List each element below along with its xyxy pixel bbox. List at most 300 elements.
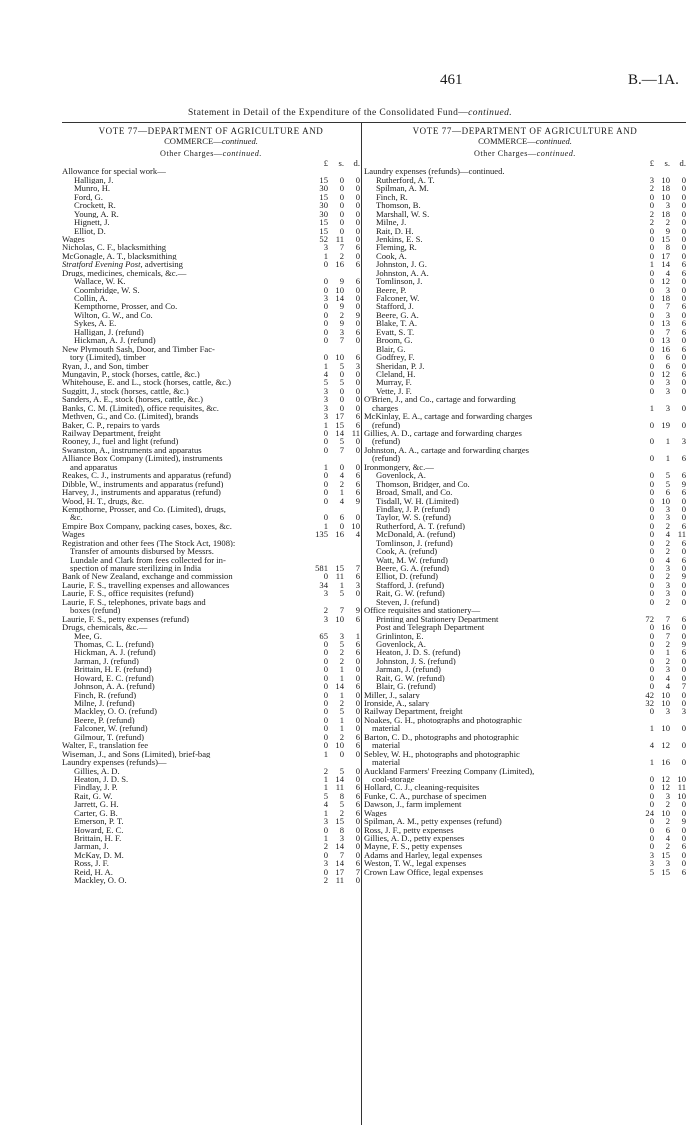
ledger-row — [62, 859, 360, 867]
entry-label: Stafford, J. (refund) — [376, 580, 445, 590]
entry-label: Crockett, R. — [74, 201, 116, 210]
ledger-row — [364, 505, 686, 513]
entry-label: Mackley, O. O. — [74, 876, 127, 885]
amount-pounds: 0 — [649, 225, 654, 236]
ledger-row — [62, 412, 360, 420]
entry-label: Reid, H. A. — [74, 867, 113, 877]
amount-shillings: 1 — [665, 436, 670, 447]
entry-amount — [632, 589, 686, 597]
amount-pounds: 0 — [323, 706, 328, 717]
amount-shillings: 10 — [335, 613, 344, 624]
amount-shillings: 18 — [661, 208, 670, 219]
amount-shillings: 5 — [339, 436, 344, 447]
amount-shillings: 5 — [339, 706, 344, 717]
ledger-row — [364, 193, 686, 201]
entry-label: Mackley, O. O. (refund) — [74, 707, 157, 716]
amount-shillings: 15 — [661, 233, 670, 244]
amount-shillings: 10 — [661, 689, 670, 700]
ledger-row — [62, 809, 360, 817]
entry-label: Beere, G. A. — [376, 310, 419, 320]
entry-amount — [632, 817, 686, 825]
entry-label: charges — [372, 403, 399, 413]
amount-pounds: 0 — [323, 478, 328, 489]
ledger-row — [364, 522, 686, 530]
amount-pounds: 0 — [649, 503, 654, 514]
entry-label: Wages — [62, 234, 85, 244]
amount-shillings: 14 — [335, 681, 344, 692]
ledger-row — [62, 572, 360, 580]
right-title-line1: VOTE 77—DEPARTMENT OF AGRICULTURE AND — [412, 126, 638, 136]
amount-pence: 0 — [681, 360, 686, 371]
entry-amount — [306, 260, 360, 268]
entry-amount — [632, 682, 686, 690]
amount-pounds: 1 — [323, 782, 328, 793]
entry-label: Transfer of amounts disbursed by Messrs. — [70, 547, 214, 556]
amount-shillings: 4 — [665, 672, 670, 683]
amount-pounds: 0 — [649, 191, 654, 202]
ledger-row — [364, 269, 686, 277]
ledger-row — [364, 657, 686, 665]
ledger-row — [62, 741, 360, 749]
ledger-row — [62, 826, 360, 834]
entry-label: Railway Department, freight — [364, 707, 463, 716]
ledger-row — [364, 606, 686, 614]
entry-label: Rutherford, A. T. — [376, 175, 435, 185]
amount-pence: 0 — [681, 385, 686, 396]
entry-amount — [632, 227, 686, 235]
ledger-row — [62, 505, 360, 513]
amount-pence: 0 — [355, 174, 360, 185]
ledger-row — [62, 328, 360, 336]
ledger-row — [62, 598, 360, 606]
amount-pounds: 0 — [649, 276, 654, 287]
amount-shillings: 3 — [665, 664, 670, 675]
entry-amount — [306, 699, 360, 707]
ledger-row — [364, 235, 686, 243]
entry-amount — [306, 488, 360, 496]
entry-label: McDonald, A. (refund) — [376, 530, 456, 539]
amount-pence: 0 — [355, 200, 360, 211]
entry-amount — [632, 640, 686, 648]
entry-amount — [306, 412, 360, 420]
ledger-row — [364, 826, 686, 834]
amount-pounds: 0 — [323, 740, 328, 751]
amount-pence: 6 — [681, 267, 686, 278]
amount-shillings: 12 — [661, 773, 670, 784]
amount-shillings: 2 — [665, 546, 670, 557]
amount-shillings: 3 — [665, 588, 670, 599]
amount-pence: 0 — [681, 546, 686, 557]
entry-label: Banks, C. M. (Limited), office requisites, &c. — [62, 403, 219, 413]
amount-shillings: 15 — [335, 816, 344, 827]
entry-label: Walter, F., translation fee — [62, 741, 149, 750]
amount-pounds: 0 — [649, 773, 654, 784]
amount-pounds: 0 — [649, 301, 654, 312]
entry-label: material — [372, 724, 401, 733]
entry-label: Carter, G. B. — [74, 808, 118, 818]
amount-pounds: 0 — [323, 731, 328, 742]
amount-pence: 6 — [681, 318, 686, 329]
left-title2: COMMERCE— — [164, 136, 222, 146]
left-column — [62, 126, 360, 885]
ledger-row — [364, 294, 686, 302]
entry-amount — [306, 277, 360, 285]
amount-shillings: 12 — [661, 368, 670, 379]
ledger-row — [364, 210, 686, 218]
entry-label: (refund) — [372, 437, 401, 446]
ledger-row — [364, 539, 686, 547]
entry-label: Wiseman, J., and Sons (Limited), brief-bag — [62, 749, 211, 759]
entry-amount — [306, 767, 360, 775]
entry-amount — [306, 227, 360, 235]
amount-shillings: 5 — [665, 470, 670, 481]
amount-pounds: 0 — [323, 495, 328, 506]
entry-label: Laundry expenses (refunds)— — [62, 758, 167, 767]
amount-pence: 3 — [355, 360, 360, 371]
entry-amount — [632, 826, 686, 834]
entry-label: Findlay, J. P. (refund) — [376, 504, 450, 514]
amount-shillings: 2 — [339, 647, 344, 658]
ledger-row — [364, 167, 686, 175]
entry-label: Ross, J. F., petty expenses — [364, 825, 454, 835]
entry-label: boxes (refund) — [70, 606, 121, 615]
amount-pounds: 3 — [323, 385, 328, 396]
amount-shillings: 3 — [665, 563, 670, 573]
ledger-row — [364, 632, 686, 640]
amount-pence: 9 — [355, 309, 360, 320]
ledger-row — [364, 682, 686, 690]
ledger-row — [62, 724, 360, 732]
amount-pence: 0 — [355, 824, 360, 835]
ledger-row — [364, 260, 686, 268]
left-lsd-header — [62, 159, 360, 167]
amount-pounds: 0 — [323, 698, 328, 708]
entry-amount — [306, 572, 360, 580]
amount-pence: 0 — [681, 233, 686, 244]
entry-label: Johnson, A. A. (refund) — [74, 682, 155, 691]
amount-shillings: 7 — [339, 242, 344, 253]
left-title2-cont: continued. — [221, 136, 258, 146]
amount-shillings: 1 — [339, 487, 344, 498]
amount-pounds: 0 — [649, 419, 654, 430]
entry-amount — [632, 868, 686, 876]
amount-pence: 0 — [681, 579, 686, 590]
entry-amount — [306, 606, 360, 614]
ledger-row — [62, 201, 360, 209]
amount-shillings: 8 — [339, 790, 344, 801]
amount-shillings: 9 — [339, 301, 344, 312]
entry-amount — [632, 302, 686, 310]
entry-label: Taylor, W. S. (refund) — [376, 513, 451, 522]
amount-pounds: 0 — [649, 833, 654, 843]
amount-pounds: 0 — [323, 326, 328, 337]
amount-shillings: 5 — [339, 377, 344, 388]
amount-pounds: 30 — [319, 183, 328, 194]
amount-pounds: 0 — [649, 309, 654, 320]
entry-label: Lundale and Clark from fees collected for in- — [70, 555, 226, 565]
ledger-row — [62, 480, 360, 488]
amount-pence: 0 — [355, 233, 360, 244]
amount-shillings: 2 — [339, 309, 344, 320]
amount-pence: 0 — [681, 740, 686, 751]
amount-shillings: 3 — [665, 858, 670, 869]
entry-amount — [632, 539, 686, 547]
amount-shillings: 3 — [665, 402, 670, 413]
entry-label: Kempthorne, Prosser, and Co. (Limited), drugs, — [62, 504, 226, 514]
amount-pence: 6 — [355, 638, 360, 649]
amount-pence: 6 — [355, 487, 360, 498]
entry-label: Drugs, chemicals, &c.— — [62, 623, 148, 632]
amount-pence: 1 — [355, 630, 360, 641]
entry-label: Noakes, G. H., photographs and photographic — [364, 715, 522, 725]
ledger-row — [62, 176, 360, 184]
entry-amount — [306, 716, 360, 724]
entry-amount — [306, 707, 360, 715]
amount-pounds: 0 — [649, 453, 654, 464]
entry-label: (refund) — [372, 420, 401, 430]
entry-amount — [632, 328, 686, 336]
entry-amount — [306, 201, 360, 209]
amount-pence: 9 — [681, 478, 686, 489]
amount-shillings: 0 — [339, 402, 344, 413]
amount-pence: 6 — [681, 841, 686, 852]
entry-label: Spilman, A. M. — [376, 184, 429, 193]
entry-amount — [632, 235, 686, 243]
pounds-header: £ — [649, 158, 654, 168]
entry-label: Milne, J. — [376, 218, 407, 227]
ledger-row — [62, 463, 360, 471]
amount-shillings: 2 — [339, 655, 344, 666]
ledger-row — [364, 252, 686, 260]
amount-shillings: 6 — [665, 352, 670, 363]
ledger-row — [364, 598, 686, 606]
entry-label: Howard, E. C. — [74, 825, 124, 835]
ledger-row — [62, 302, 360, 310]
amount-shillings: 7 — [339, 849, 344, 860]
ledger-row — [364, 218, 686, 226]
amount-shillings: 1 — [339, 664, 344, 675]
entry-amount — [306, 657, 360, 665]
entry-label: (refund) — [372, 454, 401, 463]
amount-shillings: 8 — [665, 242, 670, 253]
ledger-row — [62, 395, 360, 403]
ledger-row — [62, 446, 360, 454]
amount-pounds: 0 — [649, 782, 654, 793]
amount-pounds: 4 — [323, 368, 328, 379]
amount-pence: 10 — [351, 520, 360, 531]
amount-pounds: 3 — [649, 849, 654, 860]
amount-pence: 0 — [355, 765, 360, 776]
amount-pounds: 0 — [649, 335, 654, 346]
amount-shillings: 9 — [339, 276, 344, 287]
amount-shillings: 2 — [339, 250, 344, 261]
amount-pounds: 1 — [649, 723, 654, 734]
entry-label: Jenkins, E. S. — [376, 234, 423, 244]
ledger-row — [364, 623, 686, 631]
entry-amount — [306, 252, 360, 260]
entry-amount — [632, 210, 686, 218]
amount-shillings: 5 — [339, 638, 344, 649]
entry-amount — [632, 378, 686, 386]
amount-pounds: 3 — [323, 816, 328, 827]
amount-pounds: 0 — [323, 571, 328, 582]
entry-label: Alliance Box Company (Limited), instruments — [62, 454, 223, 463]
entry-label: Finch, R. — [376, 192, 408, 202]
entry-amount — [306, 302, 360, 310]
amount-shillings: 2 — [665, 596, 670, 607]
right-subtitle-text: Other Charges— — [474, 149, 537, 158]
entry-label: Auckland Farmers' Freezing Company (Limited), — [364, 766, 535, 775]
amount-pence: 6 — [355, 740, 360, 751]
amount-pounds: 1 — [649, 402, 654, 413]
ledger-row — [364, 395, 686, 403]
entry-label: Jarman, J. (refund) — [74, 656, 139, 666]
ledger-row — [62, 260, 360, 268]
entry-amount — [632, 842, 686, 850]
ledger-row — [364, 311, 686, 319]
ledger-row — [364, 353, 686, 361]
entry-amount — [632, 454, 686, 462]
entry-amount — [306, 319, 360, 327]
entry-amount — [632, 615, 686, 623]
amount-pounds: 0 — [649, 655, 654, 666]
entry-label: Allowance for special work— — [62, 167, 166, 176]
amount-pounds: 0 — [649, 352, 654, 363]
ledger-row — [62, 513, 360, 521]
amount-pounds: 0 — [649, 664, 654, 675]
amount-pence: 0 — [681, 799, 686, 810]
amount-pounds: 5 — [649, 866, 654, 877]
ledger-row — [364, 328, 686, 336]
amount-shillings: 8 — [339, 824, 344, 835]
amount-pounds: 0 — [323, 487, 328, 498]
entry-amount — [306, 750, 360, 758]
entry-label: Govenlock, A. — [376, 639, 426, 649]
entry-label: Cook, A. — [376, 251, 407, 261]
ledger-row — [62, 581, 360, 589]
amount-pounds: 0 — [649, 816, 654, 827]
entry-amount — [306, 851, 360, 859]
amount-pounds: 0 — [323, 284, 328, 295]
entry-label: Rooney, J., fuel and light (refund) — [62, 437, 179, 446]
entry-label: Rait, G. W. (refund) — [376, 589, 445, 598]
entry-amount — [306, 741, 360, 749]
amount-pence: 0 — [681, 807, 686, 818]
entry-amount — [632, 286, 686, 294]
ledger-row — [364, 775, 686, 783]
amount-pence: 6 — [681, 368, 686, 379]
amount-pounds: 1 — [323, 360, 328, 371]
entry-amount — [306, 336, 360, 344]
entry-amount — [632, 497, 686, 505]
amount-pounds: 0 — [323, 512, 328, 523]
amount-pence: 6 — [355, 242, 360, 253]
amount-pence: 0 — [681, 225, 686, 236]
amount-pence: 3 — [681, 706, 686, 717]
amount-shillings: 5 — [665, 478, 670, 489]
entry-label: Beere, P. — [376, 285, 407, 295]
entry-amount — [306, 648, 360, 656]
entry-amount — [306, 218, 360, 226]
entry-label: Mungavin, P., stock (horses, cattle, &c.) — [62, 369, 200, 379]
entry-label: Ryan, J., and Son, timber — [62, 361, 149, 370]
amount-pounds: 0 — [323, 444, 328, 455]
ledger-row — [364, 227, 686, 235]
amount-shillings: 11 — [335, 875, 344, 886]
amount-pounds: 0 — [649, 647, 654, 658]
ledger-row — [364, 530, 686, 538]
amount-pence: 0 — [681, 250, 686, 261]
entry-label: Govenlock, A. — [376, 471, 426, 480]
amount-shillings: 0 — [339, 520, 344, 531]
entry-amount — [306, 724, 360, 732]
ledger-row — [62, 193, 360, 201]
entry-label: Wallace, W. K. — [74, 277, 126, 286]
entry-label: Jarrett, G. H. — [74, 800, 119, 809]
amount-pounds: 0 — [649, 579, 654, 590]
amount-pounds: 0 — [649, 681, 654, 692]
amount-pence: 0 — [355, 183, 360, 194]
ledger-row — [364, 640, 686, 648]
amount-shillings: 4 — [665, 267, 670, 278]
amount-shillings: 11 — [335, 571, 344, 582]
entry-amount — [306, 640, 360, 648]
entry-label: Bank of New Zealand, exchange and commission — [62, 572, 233, 581]
right-title-line2 — [364, 136, 686, 146]
ledger-row — [62, 437, 360, 445]
right-subtitle-cont: continued. — [536, 149, 576, 158]
entry-label: Broad, Small, and Co. — [376, 488, 453, 497]
entry-label: Howard, E. C. (refund) — [74, 673, 154, 683]
ledger-row — [364, 564, 686, 572]
amount-shillings: 11 — [335, 233, 344, 244]
entry-amount — [632, 437, 686, 445]
amount-pence: 6 — [681, 537, 686, 548]
ledger-row — [364, 809, 686, 817]
amount-pounds: 0 — [323, 723, 328, 734]
ledger-row — [62, 842, 360, 850]
entry-label: Halligan, J. — [74, 175, 114, 185]
ledger-row — [364, 859, 686, 867]
entry-amount — [632, 184, 686, 192]
amount-pence: 3 — [681, 436, 686, 447]
entry-amount — [632, 370, 686, 378]
ledger-row — [364, 741, 686, 749]
entry-label: Blair, G. (refund) — [376, 682, 436, 691]
entry-label: tory (Limited), timber — [70, 353, 146, 362]
entry-amount — [632, 201, 686, 209]
amount-pence: 6 — [355, 352, 360, 363]
amount-pounds: 1 — [323, 833, 328, 843]
amount-pounds: 15 — [319, 174, 328, 185]
ledger-row — [364, 345, 686, 353]
amount-pounds: 1 — [323, 419, 328, 430]
amount-shillings: 10 — [661, 191, 670, 202]
entry-amount — [632, 834, 686, 842]
ledger-row — [364, 556, 686, 564]
entry-amount — [632, 218, 686, 226]
amount-pounds: 0 — [649, 368, 654, 379]
entry-label: &c. — [70, 513, 83, 522]
ledger-row — [62, 319, 360, 327]
entry-label: Hollard, C. J., cleaning-requisites — [364, 783, 480, 792]
entry-label: Sanders, A. E., stock (horses, cattle, &c.) — [62, 395, 204, 404]
ledger-row — [62, 632, 360, 640]
amount-pence: 0 — [681, 183, 686, 194]
amount-pence: 0 — [355, 191, 360, 202]
ledger-row — [62, 252, 360, 260]
amount-pounds: 0 — [649, 622, 654, 633]
